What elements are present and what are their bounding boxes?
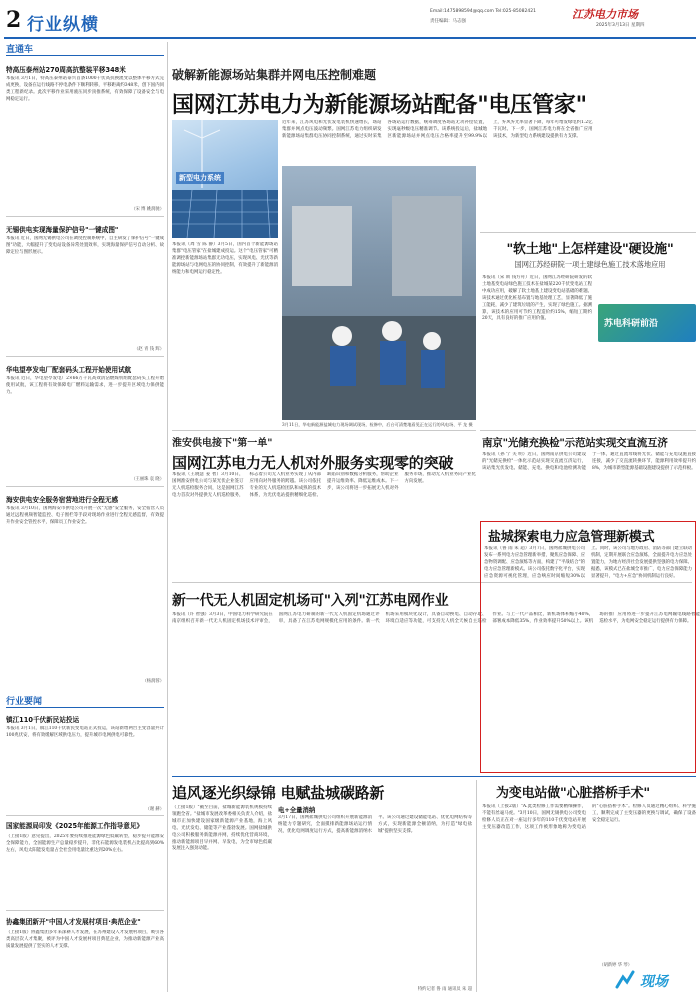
article3-headline: 南京"光储充换检"示范站实现交直流互济 <box>482 437 668 449</box>
section-title: 行业纵横 <box>27 15 99 35</box>
brand-logo: 江苏电力市场 <box>572 8 638 21</box>
left-item2-title-1: 镇江110千伏新民站投运 <box>6 716 80 724</box>
article7-subhead: 电+全量消纳 <box>278 806 316 814</box>
left-divider-5 <box>6 910 164 911</box>
bottom-section-rule <box>172 776 696 777</box>
left-divider-3 <box>6 486 164 487</box>
article3-body: 本报讯（孙 宁 关 明）近日，国网南京供电公司建设的"光储充换检"一体化示范站实现交直流互济运行，该站集光伏发电、储能、充电、换电和电池检测功能于一体，通过直流母线将光伏、储能与充电设施直接连接，减少了交直流转换环节，能源利用效率提升约8%，为城市新型能源基础设施建设提供了示范样板。 <box>482 452 696 471</box>
article1-photo <box>282 166 476 420</box>
article1-caption: 3月11日，华电新能源盐城电力现场调试现场，检修中，后台可清楚地看见正在运行的风电场、平 龙 摄 <box>282 422 473 427</box>
left-item2-body-3: （上接1版）协鑫集团多年来深耕人才发展，在苏州建设人才发展村项目，吸引各类高层次人才集聚，被评为中国人才发展村项目典范企业，为推动新能源产业高质量发展提供了坚实的人才支撑。 <box>6 930 164 949</box>
article2-subhead: 国网江苏经研院一项土建绿色施工技术落地应用 <box>514 260 666 269</box>
left-item-byline-1: （宋 博 姚润驰） <box>131 207 164 212</box>
left-item2-title-3: 协鑫集团新开"中国人才发展村项目·典范企业" <box>6 918 141 926</box>
article4-kicker: 淮安供电接下"第一单" <box>172 438 273 449</box>
article7-headline: 追风逐光织绿锦 电赋盐城碳路新 <box>172 784 385 802</box>
left-item-title-3: 华电望亭发电厂配套码头工程开始使用试航 <box>6 366 132 374</box>
article7-body-2: 3月17日，国网盐城供电公司组织开展新能源消纳能力专题研究，全面摸排新能源场站运行情况，优化电网调度运行方式，提高新能源消纳水平。该公司通过建设储能电站、优化电网结构等方式，实现新能源全额消纳，为打造"绿电盐城"提供坚实支撑。 <box>278 815 472 834</box>
article5-body: 本报讯（许 智强）3月3日，中国电力科学研究院在南京组织召开新一代无人机固定机场技术评审会，国网江苏电力研制的新一代无人机固定机场通过评审，具备了在江苏电网规模化应用的条件。新一代机场采用模块化设计，具备自动换电、自动存取、环境自适应等功能，可支持无人机全天候自主巡检作业。与上一代产品相比，新机场体积缩小40%，部署成本降低35%，作业效率提升50%以上。该机场的推广应用将进一步提升江苏电网输电线路智能巡检水平，为电网安全稳定运行提供有力保障。 <box>172 612 700 624</box>
article8-headline: 为变电站做"心脏搭桥手术" <box>496 786 650 801</box>
article4-top-rule <box>172 430 476 431</box>
contact-info: Email:1475898594@qq.com Tel:025-85082421 <box>430 9 536 14</box>
left-item2-title-2: 国家能源局印发《2025年能源工作指导意见》 <box>6 822 144 830</box>
article1-body: 近年来，江苏风电和光伏发电装机快速增长，场站集群并网点电压波动频繁。国网江苏电力组织研发新能源场站集群电压协同控制系统，通过实时采集各场站运行数据，统筹调度各场站无功补偿装置，实现毫秒级电压精准调节。该系统投运后，盐城地区新能源场站并网点电压合格率提升至99.9%以上，弃风弃光率显著下降，每年可增发绿电约1.2亿千瓦时。下一步，国网江苏电力将在全省推广应用该技术，为新型电力系统建设提供有力支撑。 <box>282 120 593 139</box>
workers-photo-icon <box>282 166 476 420</box>
article1-kicker: 破解新能源场站集群并网电压控制难题 <box>172 68 377 82</box>
article7-body: （上接1版）"截至目前，盐城新能源装机规模持续领跑全省。"盐城市发展改革委相关负责人介绍，盐城市正加快建设国家级新能源产业基地，海上风电、光伏发电、储能等产业蓬勃发展。国网盐城供电公司积极服务新能源并网，持续优化营商环境，推动新能源项目早并网、早发电，为全市绿色低碳发展注入强劲动能。 <box>172 805 272 852</box>
spark-icon <box>614 969 636 991</box>
left-item-title-2: 无锡供电实现海量保护信号"一键成图" <box>6 226 119 234</box>
left-item-title-4: 海安供电安全服务宿营地进行全程无感 <box>6 496 119 504</box>
article1-body-continued <box>480 170 698 230</box>
page-number: 2 <box>6 7 22 33</box>
article1-dateline: 本报讯（周 雪 陈 静）3月5日，国内首个新能源场站集群"电压管家"在盐城建成投运。这个"电压管家"可精准调控新能源场站集群无功电压，实现风电、光伏等新能源场站与电网电压的协同控制，有效提升了新能源消纳能力和电网运行稳定性。 <box>172 242 278 275</box>
left-column-separator <box>167 42 168 992</box>
article2-logo-text: 苏电科研前沿 <box>604 319 659 329</box>
masthead-rule <box>4 37 696 39</box>
left-item-title-1: 特高压泰州站270周高抗整装平移348米 <box>6 66 126 74</box>
article2-headline: "软土地"上怎样建设"硬设施" <box>506 242 674 257</box>
article8-byline: （胡新婷 华 琴） <box>599 963 632 968</box>
left-item-byline-2: （赵 青 钱 辉） <box>134 347 164 352</box>
article2-body: 本报讯（宋 斯 钱方舟）近日，国网江苏经研院研发的软土地基变电站绿色施工技术在盐城某220千伏变电站工程中成功应用，破解了软土地基上建设变电站基础的难题。该技术通过优化桩基布置与地基处理工艺，显著降低了施工能耗，减少了建筑垃圾的产生，实现了绿色施工。据测算，该技术的应用可节约工程造价约15%，缩短工期约20天，具有良好的推广应用价值。 <box>482 275 592 322</box>
article6-body: 本报讯（鲁 雨 朱 超）3月7日，国网盐城供电公司发布一系列电力应急管理新举措，聚焦应急保障、应急物资调配、应急演练等方面，构建了"平战结合"的电力应急管理新模式。该公司依托数字化平台，实现应急资源可视化管理，应急响应时间缩短30%以上。同时，该公司与地方政府、消防等部门建立联动机制，定期开展联合应急演练，全面提升电力应急处置能力，为地方经济社会发展提供坚强的电力保障。据悉，该模式已在盐城全市推广，电力应急保障能力显著提升，"电力+应急"协同机制运行良好。 <box>484 546 692 579</box>
masthead <box>0 0 700 36</box>
left-item2-body-1: 本报讯 3月1日，镇江110千伏新民变电站正式投运，该站新增两台主变容量共计100兆伏安，将有效缓解区域供电压力，提升城市电网供电可靠性。 <box>6 726 164 738</box>
left-item-body-2: 本报讯 近日，国网无锡供电公司在调度控制系统中，自主研发了保护信号"一键成图"功能，大幅提升了变电站设备异常处置效率，实现海量保护信号自动分析、故障定位与图形展示。 <box>6 236 164 255</box>
left-item2-byline-1: （谢 赫） <box>145 807 164 812</box>
left-column <box>6 42 164 992</box>
article5-headline: 新一代无人机固定机场可"入列"江苏电网作业 <box>172 593 449 609</box>
left-item-byline-3: （王丽珠 袁 晓） <box>131 477 164 482</box>
left-item-body-3: 本报讯 近日，华电望亭发电厂2×66万千瓦高效清洁燃煤机组配套码头工程开始使用试航，该工程将有效保障电厂燃料运输需求，进一步提升区域电力保供能力。 <box>6 376 164 395</box>
left-label-rule <box>6 55 164 56</box>
left-divider-1 <box>6 216 164 217</box>
article3-top-rule <box>480 430 696 431</box>
article2-top-rule <box>480 232 696 233</box>
article8-separator <box>476 780 477 992</box>
article7-byline: 特约记者 鲁 雨 通讯员 朱 超 <box>417 987 472 992</box>
left-item2-body-2: （上接1版）意见提出，2025年要持续推进能源绿色低碳转型，稳步提升能源安全保障能力，全国能源生产总量稳步提升，非化石能源发电装机占比提高到60%左右，风电太阳能发电量占全社会用电量比重达到20%左右。 <box>6 834 164 853</box>
left-divider-4 <box>6 815 164 816</box>
article1-thumbnail <box>172 120 278 238</box>
left-label-rule-2 <box>6 707 164 708</box>
article4-body: 本报讯（王晓慧 姜 智）3月10日，国网淮安供电公司与某光伏企业签订无人机巡检服务合同，这是国网江苏电力首次对外提供无人机巡检服务，标志着公司无人机业务实现了从内部应用向对外服务的跨越。该公司依托专业的无人机巡检团队和成熟的技术体系，为光伏电站提供精细化巡检、缺陷识别和数据分析服务，帮助企业提升运维效率、降低运维成本。下一步，该公司将进一步拓展无人机对外服务市场，推动无人机业务向产业化方向发展。 <box>172 472 476 498</box>
left-section-label: 直通车 <box>6 45 34 55</box>
article4-headline: 国网江苏电力无人机对外服务实现零的突破 <box>172 454 454 472</box>
article2-logo <box>598 304 696 342</box>
editor-info: 责任编辑：马志强 <box>430 19 466 24</box>
footer-badge <box>614 968 696 992</box>
footer-badge-text: 现场 <box>640 974 668 990</box>
left-item-body-1: 本报讯 3月1日，特高压泰州站泰兴首条1000千伏高抗换流变以整体平移方式完成更换，设备在运行线路不停电条件下顺利转移，平移距离约348米，创下国内同类工程新纪录。此次平移作业采用液压同步顶推系统，有效保障了设备安全与电网稳定运行。 <box>6 76 164 102</box>
article1-photo-badge: 新型电力系统 <box>176 172 224 184</box>
left-item-body-4: 本报讯 3月10日，国网海安市供电公司开展一次"无感"安全服务，安全宿营人员通过远程视频智能监控、电子围栏等手段对现场作业进行全程无感监督，有效提升作业安全管控水平，保障员工作业安全。 <box>6 506 164 525</box>
issue-date: 2025年3月13日 星期四 <box>596 23 645 28</box>
left-item-byline-4: （杨润蓉） <box>142 679 164 684</box>
article6-headline: 盐城探索电力应急管理新模式 <box>488 530 655 545</box>
left-section-label-2: 行业要闻 <box>6 697 43 707</box>
article8-body: 本报讯（上接2版）"A.此类检修工作需要精细操作，不能有丝毫马虎。"3月10日，国网无锡供电公司变电检修人员正在对一座运行多年的110千伏变电站开展主变压器改造工作，这项工作被形象地称为变电站的"心脏搭桥手术"。检修人员通过精心组织、科学施工，顺利完成了主变压器的更换与调试，确保了设备安全稳定运行。 <box>482 804 696 830</box>
left-divider-2 <box>6 356 164 357</box>
article1-headline: 国网江苏电力为新能源场站配备"电压管家" <box>172 92 587 118</box>
